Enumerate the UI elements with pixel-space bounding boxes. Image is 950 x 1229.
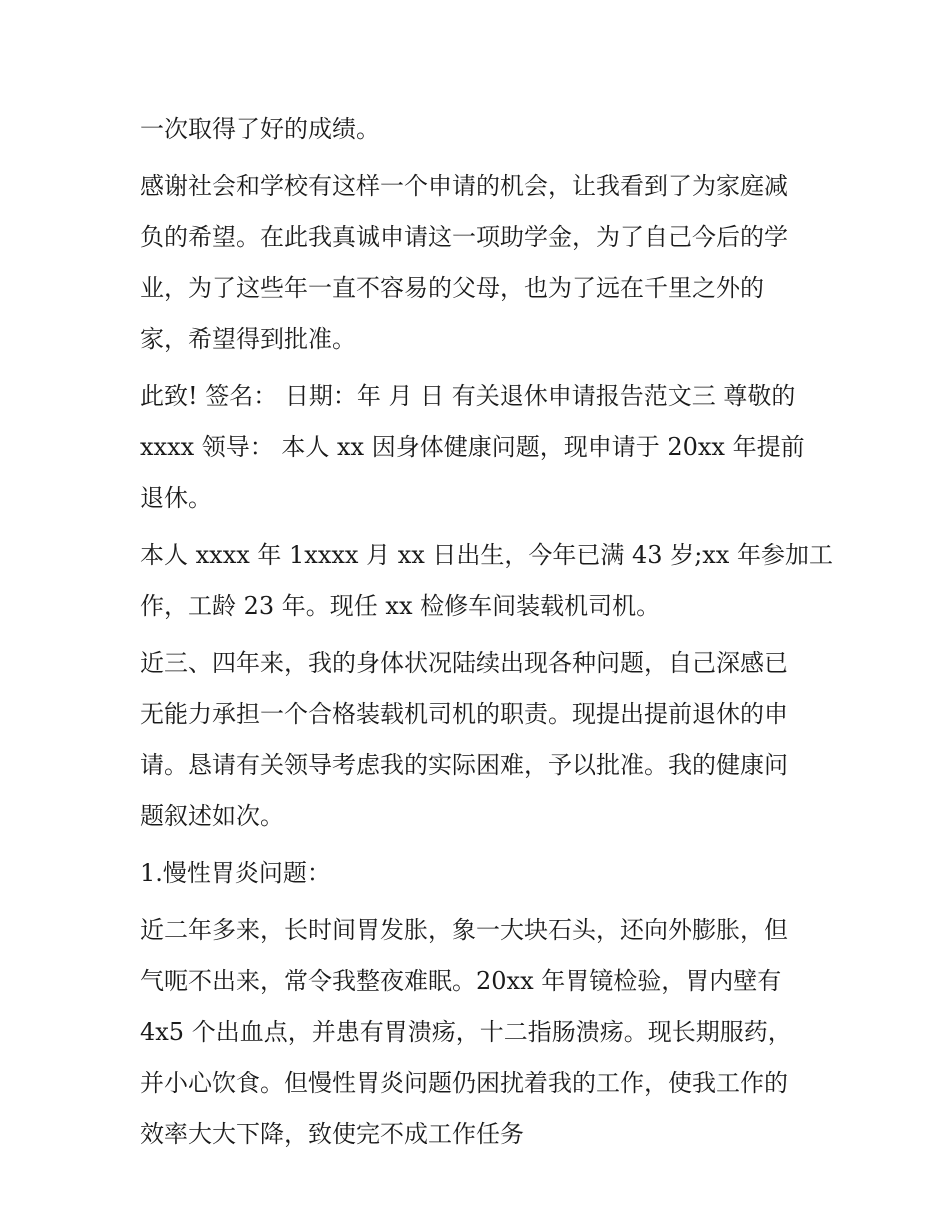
text-line: 4x5 个出血点，并患有胃溃疡，十二指肠溃疡。现长期服药， — [140, 1018, 792, 1046]
text-line: 业，为了这些年一直不容易的父母，也为了远在千里之外的 — [140, 274, 764, 302]
text-line: 负的希望。在此我真诚申请这一项助学金，为了自己今后的学 — [140, 223, 788, 251]
text-line: 请。恳请有关领导考虑我的实际困难，予以批准。我的健康问 — [140, 751, 788, 779]
paragraph-4 — [140, 530, 833, 632]
text-line: 近二年多来，长时间胃发胀，象一大块石头，还向外膨胀，但 — [140, 916, 788, 944]
text-line: 近三、四年来，我的身体状况陆续出现各种问题，自己深感已 — [140, 649, 788, 677]
paragraph-3 — [140, 371, 820, 524]
text-line: 家，希望得到批准。 — [140, 325, 356, 353]
text-line: 题叙述如次。 — [140, 802, 284, 830]
text-line: 气呃不出来，常令我整夜难眠。20xx 年胃镜检验，胃内壁有 — [140, 967, 782, 995]
text-line: 作，工龄 23 年。现任 xx 检修车间装载机司机。 — [140, 592, 661, 620]
text-line: 本人 xxxx 年 1xxxx 月 xx 日出生，今年已满 43 岁;xx 年参加工 — [140, 541, 833, 569]
paragraph-7 — [140, 905, 820, 1160]
text-line: 此致! 签名： 日期：年 月 日 有关退休申请报告范文三 尊敬的 — [140, 382, 796, 410]
text-line: 一次取得了好的成绩。 — [140, 115, 380, 143]
text-line: 1.慢性胃炎问题： — [140, 859, 331, 887]
paragraph-2 — [140, 161, 820, 365]
text-line: 并小心饮食。但慢性胃炎问题仍困扰着我的工作，使我工作的 — [140, 1069, 788, 1097]
paragraph-1 — [140, 104, 820, 155]
paragraph-5 — [140, 638, 820, 842]
text-line: 无能力承担一个合格装载机司机的职责。现提出提前退休的申 — [140, 700, 788, 728]
text-line: xxxx 领导： 本人 xx 因身体健康问题，现申请于 20xx 年提前 — [140, 433, 805, 461]
paragraph-6 — [140, 848, 820, 899]
document-body — [140, 104, 833, 1166]
text-line: 退休。 — [140, 484, 212, 512]
text-line: 感谢社会和学校有这样一个申请的机会，让我看到了为家庭减 — [140, 172, 788, 200]
text-line: 效率大大下降，致使完不成工作任务 — [140, 1120, 524, 1148]
